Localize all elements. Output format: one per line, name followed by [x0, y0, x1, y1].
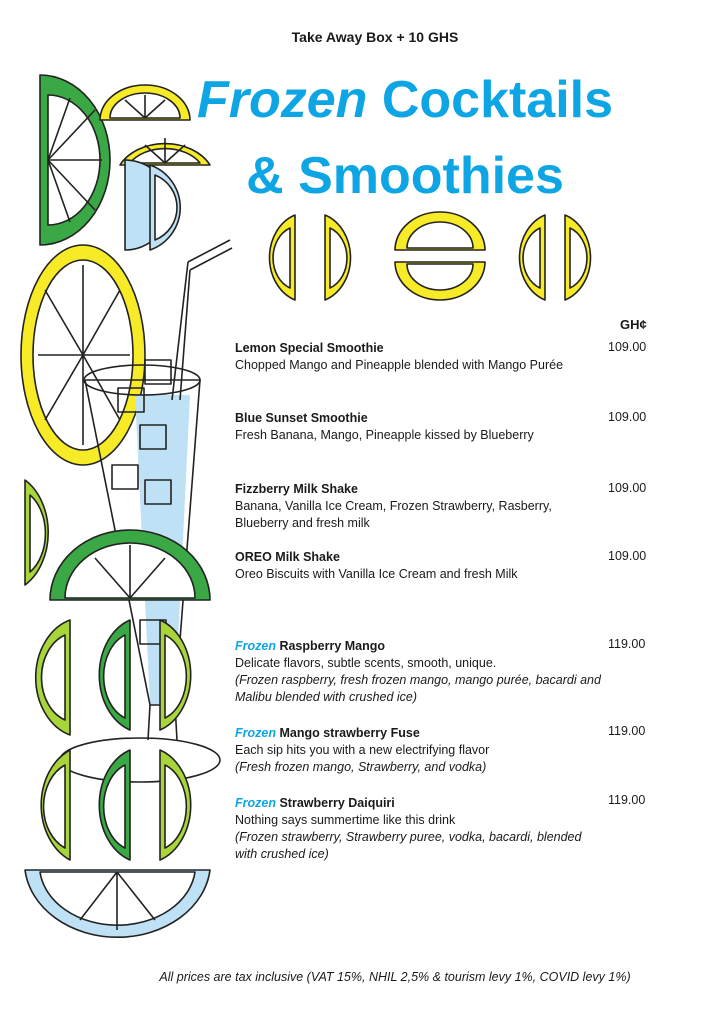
- item-prefix: Frozen: [235, 639, 276, 653]
- item-price: 109.00: [608, 410, 647, 424]
- item-name-text: Mango strawberry Fuse: [275, 726, 420, 740]
- tax-footnote: All prices are tax inclusive (VAT 15%, NHIL 2,5% & tourism levy 1%, COVID levy 1%): [159, 970, 631, 984]
- lemon-slice-icon: [565, 215, 591, 300]
- menu-item: [235, 725, 605, 776]
- lime-slice-icon: [36, 620, 70, 735]
- item-name: Blue Sunset Smoothie: [235, 411, 368, 425]
- item-name: [235, 726, 420, 740]
- item-name: [235, 639, 385, 653]
- item-note: (Frozen strawberry, Strawberry puree, vodka, bacardi, blended with crushed ice): [235, 830, 582, 861]
- lemon-slice-icon: [325, 215, 351, 300]
- menu-item: [235, 481, 605, 532]
- takeaway-note: Take Away Box + 10 GHS: [291, 29, 459, 45]
- item-description: Chopped Mango and Pineapple blended with Mango Purée: [235, 358, 564, 372]
- menu-item: [235, 410, 605, 444]
- title-frozen: Frozen: [196, 71, 368, 129]
- item-note: (Frozen raspberry, fresh frozen mango, mango purée, bacardi and Malibu blended with crushed ice): [235, 673, 601, 704]
- item-name: Fizzberry Milk Shake: [235, 482, 358, 496]
- item-description: Fresh Banana, Mango, Pineapple kissed by Blueberry: [235, 428, 534, 442]
- lemon-slice-icon: [395, 212, 485, 300]
- menu-item: [235, 340, 605, 374]
- blue-slice-icon: [25, 870, 210, 937]
- item-description: Banana, Vanilla Ice Cream, Frozen Strawberry, Rasberry, Blueberry and fresh milk: [235, 499, 552, 530]
- item-price: 109.00: [608, 549, 647, 563]
- item-name: [235, 796, 395, 810]
- lime-slice-icon: [99, 620, 130, 730]
- currency-label: GH¢: [620, 317, 647, 332]
- lime-slice-icon: [25, 480, 48, 585]
- lemon-slice-icon: [269, 215, 295, 300]
- item-name-text: Strawberry Daiquiri: [275, 796, 395, 810]
- item-name: OREO Milk Shake: [235, 550, 340, 564]
- item-prefix: Frozen: [235, 796, 276, 810]
- lemon-wheel-icon: [21, 245, 145, 465]
- item-name: Lemon Special Smoothie: [235, 341, 384, 355]
- lime-slice-icon: [160, 620, 191, 730]
- blue-slice-icon: [125, 160, 180, 250]
- item-price: 109.00: [608, 340, 647, 354]
- page-title-line2: & Smoothies: [246, 147, 564, 205]
- item-price: 119.00: [608, 793, 646, 807]
- item-description: Nothing says summertime like this drink: [235, 813, 456, 827]
- item-prefix: Frozen: [235, 726, 276, 740]
- item-note: (Fresh frozen mango, Strawberry, and vodka): [235, 760, 487, 774]
- title-cocktails: Cocktails: [367, 71, 614, 129]
- item-price: 119.00: [608, 637, 646, 651]
- lemon-slice-icon: [100, 85, 190, 120]
- item-name-text: Raspberry Mango: [275, 639, 386, 653]
- lime-slice-icon: [160, 750, 191, 860]
- lime-slice-icon: [41, 750, 70, 860]
- item-price: 109.00: [608, 481, 647, 495]
- menu-item: [235, 549, 605, 583]
- menu-item: [235, 795, 605, 863]
- item-price: 119.00: [608, 724, 646, 738]
- lime-slice-icon: [50, 530, 210, 600]
- item-description: Delicate flavors, subtle scents, smooth, unique.: [235, 656, 497, 670]
- item-description: Each sip hits you with a new electrifying flavor: [235, 743, 490, 757]
- lime-slice-icon: [99, 750, 130, 860]
- lemon-slice-icon: [519, 215, 545, 300]
- lime-slice-icon: [40, 75, 110, 245]
- page-title-line1: [190, 71, 620, 129]
- menu-item: [235, 638, 605, 706]
- item-description: Oreo Biscuits with Vanilla Ice Cream and fresh Milk: [235, 567, 518, 581]
